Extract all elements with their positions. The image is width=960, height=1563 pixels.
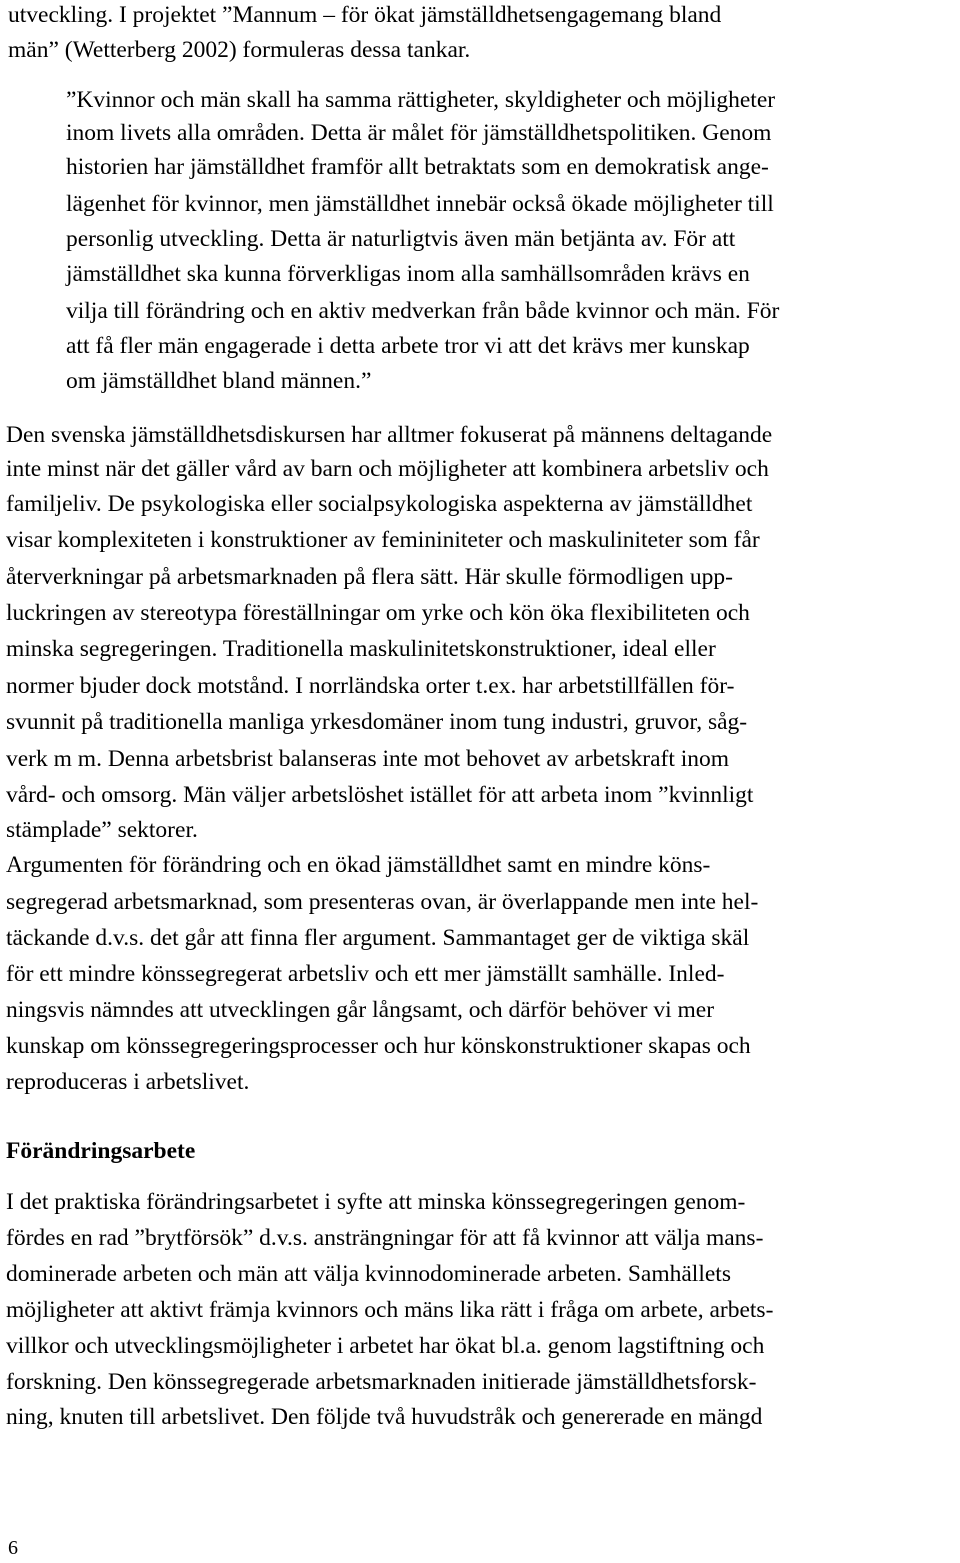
text-line: visar komplexiteten i konstruktioner av femininiteter och maskuliniteter som får <box>6 527 760 553</box>
page-number: 6 <box>8 1537 18 1559</box>
text-line: ”Kvinnor och män skall ha samma rättigheter, skyldigheter och möjligheter <box>66 87 776 113</box>
text-line: historien har jämställdhet framför allt betraktats som en demokratisk ange- <box>66 154 769 180</box>
text-line: utveckling. I projektet ”Mannum – för ökat jämställdhetsengagemang bland <box>8 2 722 28</box>
text-line: om jämställdhet bland männen.” <box>66 368 372 394</box>
text-line: vilja till förändring och en aktiv medverkan från både kvinnor och män. För <box>66 298 780 324</box>
text-line: dominerade arbeten och män att välja kvinnodominerade arbeten. Samhällets <box>6 1261 731 1287</box>
text-line: reproduceras i arbetslivet. <box>6 1069 250 1095</box>
text-line: att få fler män engagerade i detta arbete tror vi att det krävs mer kunskap <box>66 333 750 359</box>
section-heading: Förändringsarbete <box>6 1138 196 1164</box>
text-line: inom livets alla områden. Detta är målet för jämställdhetspolitiken. Genom <box>66 120 772 146</box>
text-line: fördes en rad ”brytförsök” d.v.s. ansträngningar för att få kvinnor att välja mans- <box>6 1225 764 1251</box>
text-line: stämplade” sektorer. <box>6 817 198 843</box>
text-line: villkor och utvecklingsmöjligheter i arbetet har ökat bl.a. genom lagstiftning och <box>6 1333 765 1359</box>
text-line: Argumenten för förändring och en ökad jämställdhet samt en mindre köns- <box>6 852 711 878</box>
text-line: minska segregeringen. Traditionella maskulinitetskonstruktioner, ideal eller <box>6 636 716 662</box>
text-line: ningsvis nämndes att utvecklingen går långsamt, och därför behöver vi mer <box>6 997 715 1023</box>
text-line: familjeliv. De psykologiska eller socialpsykologiska aspekterna av jämställdhet <box>6 491 753 517</box>
text-line: lägenhet för kvinnor, men jämställdhet innebär också ökade möjligheter till <box>66 191 774 217</box>
text-line: personlig utveckling. Detta är naturligtvis även män betjänta av. För att <box>66 226 736 252</box>
text-line: luckringen av stereotypa föreställningar om yrke och kön öka flexibiliteten och <box>6 600 750 626</box>
text-line: återverkningar på arbetsmarknaden på flera sätt. Här skulle förmodligen upp- <box>6 564 733 590</box>
text-line: inte minst när det gäller vård av barn och möjligheter att kombinera arbetsliv och <box>6 456 769 482</box>
text-line: jämställdhet ska kunna förverkligas inom alla samhällsområden krävs en <box>66 261 750 287</box>
text-line: Den svenska jämställdhetsdiskursen har alltmer fokuserat på männens deltagande <box>6 422 773 448</box>
text-line: ning, knuten till arbetslivet. Den följde två huvudstråk och genererade en mängd <box>6 1404 763 1430</box>
text-line: för ett mindre könssegregerat arbetsliv och ett mer jämställt samhälle. Inled- <box>6 961 725 987</box>
text-line: normer bjuder dock motstånd. I norrländska orter t.ex. har arbetstillfällen för- <box>6 673 735 699</box>
text-line: svunnit på traditionella manliga yrkesdomäner inom tung industri, gruvor, såg- <box>6 709 748 735</box>
text-line: segregerad arbetsmarknad, som presenteras ovan, är överlappande men inte hel- <box>6 889 759 915</box>
text-line: täckande d.v.s. det går att finna fler argument. Sammantaget ger de viktiga skäl <box>6 925 750 951</box>
text-line: forskning. Den könssegregerade arbetsmarknaden initierade jämställdhetsforsk- <box>6 1369 757 1395</box>
text-line: möjligheter att aktivt främja kvinnors och mäns lika rätt i fråga om arbete, arbets- <box>6 1297 774 1323</box>
text-line: vård- och omsorg. Män väljer arbetslöshet istället för att arbeta inom ”kvinnligt <box>6 782 754 808</box>
text-line: kunskap om könssegregeringsprocesser och hur könskonstruktioner skapas och <box>6 1033 751 1059</box>
text-line: I det praktiska förändringsarbetet i syfte att minska könssegregeringen genom- <box>6 1189 746 1215</box>
text-line: verk m m. Denna arbetsbrist balanseras inte mot behovet av arbetskraft inom <box>6 746 730 772</box>
text-line: män” (Wetterberg 2002) formuleras dessa tankar. <box>8 37 471 63</box>
